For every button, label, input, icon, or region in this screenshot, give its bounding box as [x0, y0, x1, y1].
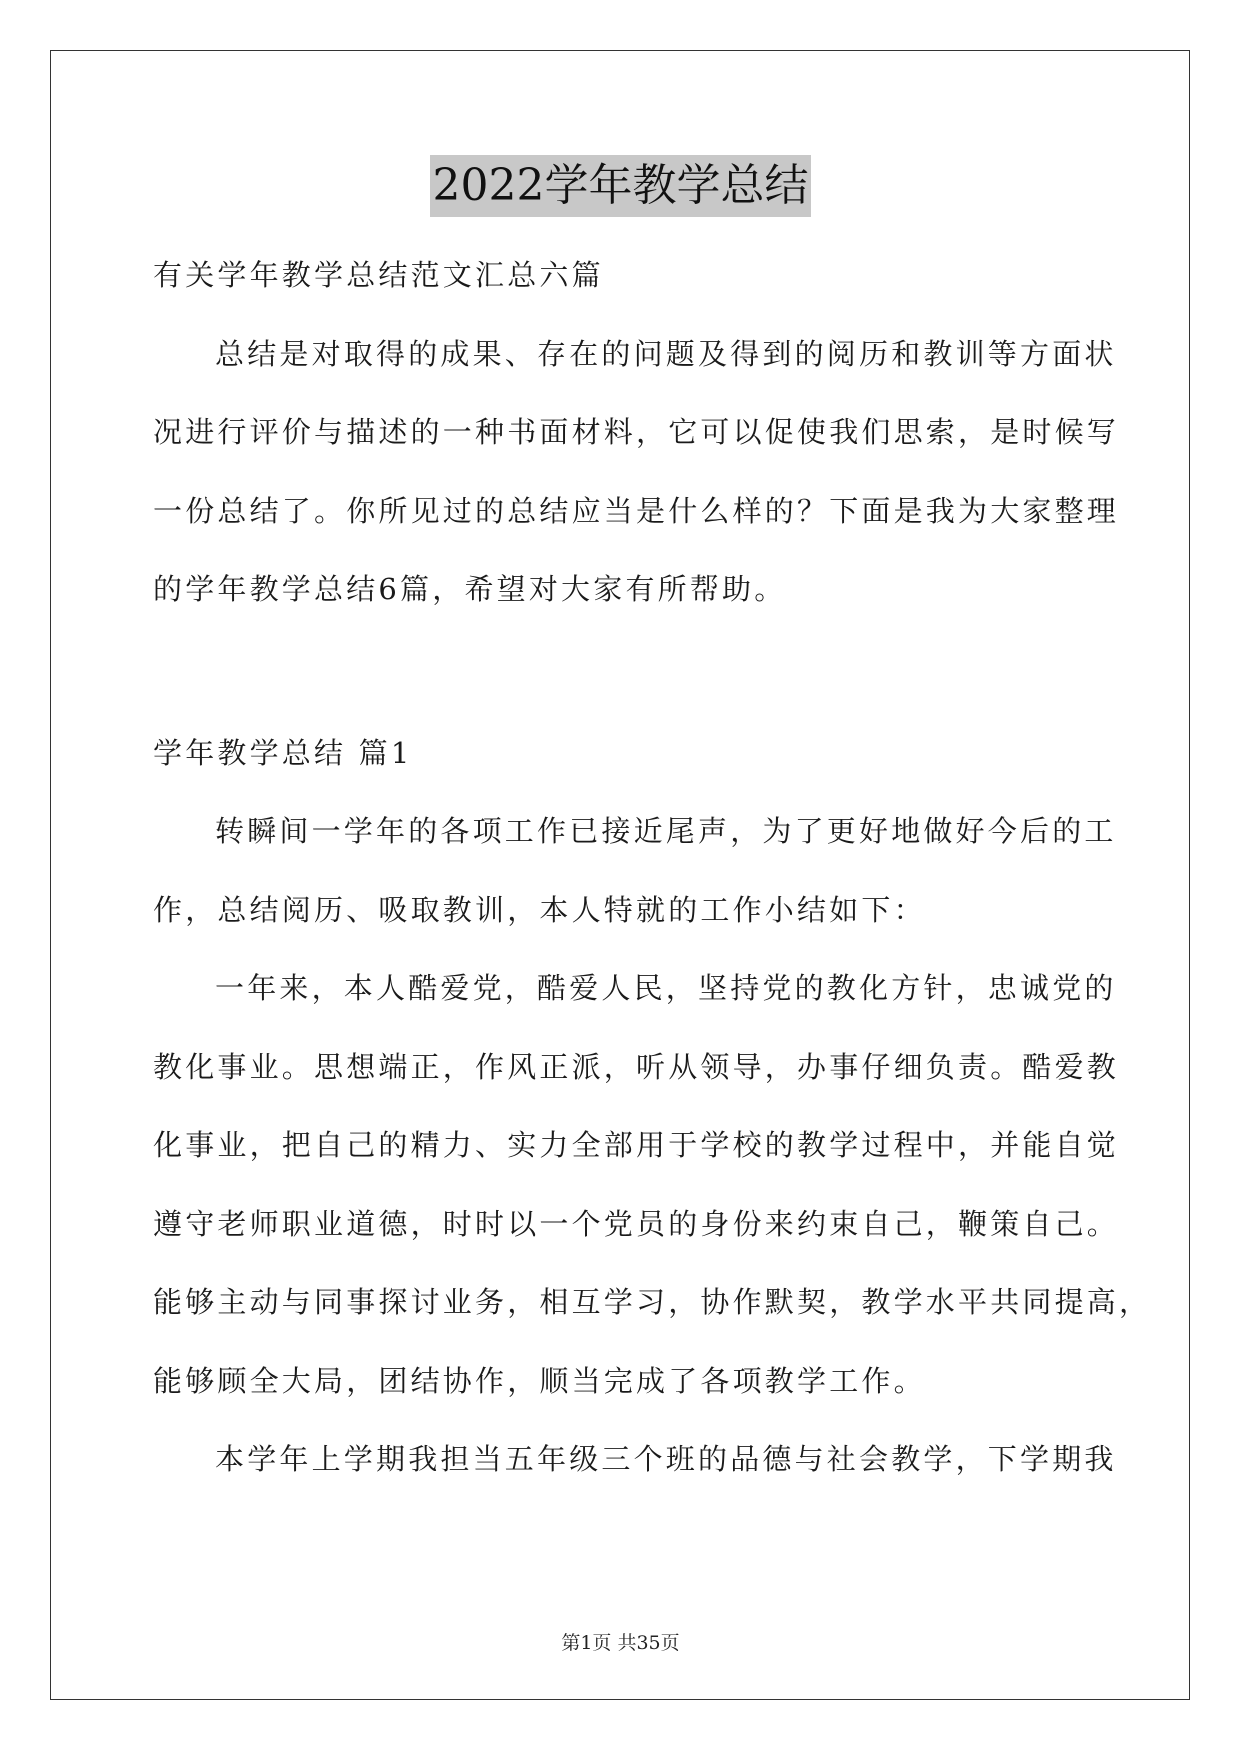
document-subtitle: 有关学年教学总结范文汇总六篇 [153, 258, 604, 292]
body-line: 本学年上学期我担当五年级三个班的品德与社会教学，下学期我 [215, 1442, 1117, 1476]
body-line: 遵守老师职业道德，时时以一个党员的身份来约束自己，鞭策自己。 [153, 1206, 1120, 1241]
body-line: 作，总结阅历、吸取教训，本人特就的工作小结如下： [153, 892, 926, 927]
document-body [153, 236, 1152, 1499]
body-line: 转瞬间一学年的各项工作已接近尾声，为了更好地做好今后的工 [215, 814, 1117, 848]
body-line: 能够主动与同事探讨业务，相互学习，协作默契，教学水平共同提高， [153, 1285, 1152, 1319]
body-line: 能够顾全大局，团结协作，顺当完成了各项教学工作。 [153, 1363, 926, 1398]
title-container [0, 155, 1241, 217]
page-number-footer: 第1页 共35页 [561, 1632, 680, 1654]
section-spacer [153, 629, 1093, 714]
body-line: 教化事业。思想端正，作风正派，听从领导，办事仔细负责。酷爱教 [153, 1049, 1120, 1084]
intro-line: 总结是对取得的成果、存在的问题及得到的阅历和教训等方面状 [215, 336, 1117, 371]
section-heading: 学年教学总结 篇1 [153, 735, 413, 770]
intro-line: 况进行评价与描述的一种书面材料，它可以促使我们思索，是时候写 [153, 415, 1120, 449]
intro-line: 的学年教学总结6篇，希望对大家有所帮助。 [153, 572, 787, 606]
body-line: 一年来，本人酷爱党，酷爱人民，坚持党的教化方针，忠诚党的 [215, 971, 1117, 1005]
body-line: 化事业，把自己的精力、实力全部用于学校的教学过程中，并能自觉 [153, 1128, 1120, 1162]
intro-line: 一份总结了。你所见过的总结应当是什么样的？下面是我为大家整理 [153, 493, 1120, 528]
document-title: 2022学年教学总结 [430, 155, 812, 217]
